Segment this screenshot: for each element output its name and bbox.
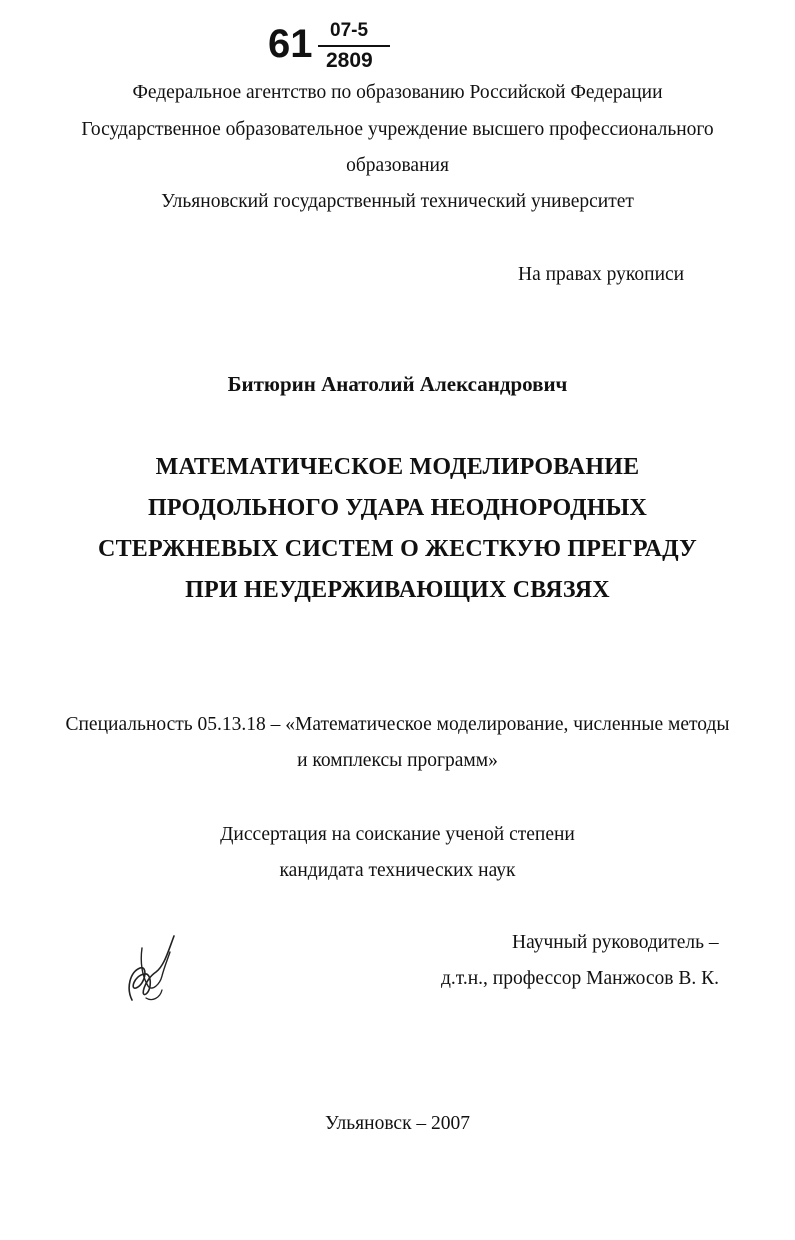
specialty-line-2: и комплексы программ»: [297, 750, 498, 771]
archive-code-prefix: 61: [268, 22, 313, 66]
degree-line-1: Диссертация на соискание ученой степени: [220, 824, 575, 845]
archive-code-top: 07-5: [330, 20, 369, 41]
header-agency: Федеральное агентство по образованию Российской Федерации: [132, 82, 663, 103]
title-line-1: МАТЕМАТИЧЕСКОЕ МОДЕЛИРОВАНИЕ: [155, 454, 640, 480]
header-institution: Государственное образовательное учреждение высшего профессионального: [81, 119, 714, 140]
signature-icon: [122, 928, 192, 1008]
footer-city-year: Ульяновск – 2007: [324, 1113, 471, 1134]
manuscript-note: На правах рукописи: [518, 264, 685, 285]
supervisor-label: Научный руководитель –: [512, 932, 719, 953]
supervisor-name: д.т.н., профессор Манжосов В. К.: [441, 968, 719, 989]
author-name: Битюрин Анатолий Александрович: [227, 372, 568, 396]
title-line-4: ПРИ НЕУДЕРЖИВАЮЩИХ СВЯЗЯХ: [185, 577, 610, 603]
title-line-2: ПРОДОЛЬНОГО УДАРА НЕОДНОРОДНЫХ: [147, 495, 648, 521]
title-line-3: СТЕРЖНЕВЫХ СИСТЕМ О ЖЕСТКУЮ ПРЕГРАДУ: [98, 536, 697, 562]
archive-code-bottom: 2809: [326, 49, 373, 72]
degree-line-2: кандидата технических наук: [279, 860, 516, 881]
archive-code-divider: [318, 45, 390, 47]
header-institution-cont: образования: [346, 155, 449, 176]
header-university: Ульяновский государственный технический университет: [161, 191, 634, 212]
specialty-line-1: Специальность 05.13.18 – «Математическое моделирование, численные методы: [65, 714, 730, 735]
